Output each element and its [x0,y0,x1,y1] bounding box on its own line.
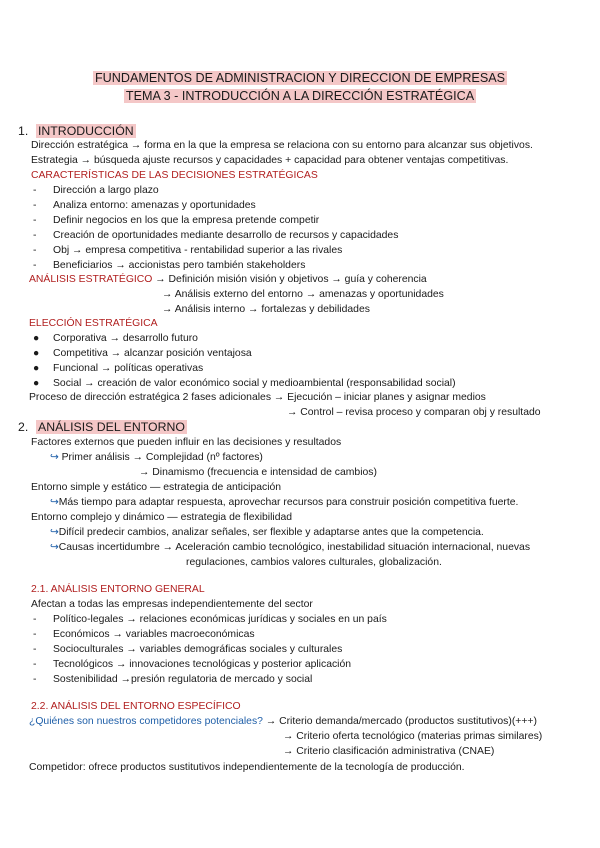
bullet-item: ● Corporativa → desarrollo futuro [33,333,198,344]
list-item: - Político-legales → relaciones económicas jurídicas y sociales en un país [33,614,387,625]
sub-point: ↪Causas incertidumbre → Aceleración cambio tecnológico, inestabilidad situación internacional, nuevas [50,542,531,553]
hook-arrow-icon: ↪ [50,452,59,463]
paragraph: Entorno simple y estático — estrategia de anticipación [31,482,282,493]
criterion: → Criterio clasificación administrativa (CNAE) [283,746,495,757]
analysis-line: ↪ Primer análisis → Complejidad (nº factores) [50,452,263,463]
paragraph: Competidor: ofrece productos sustitutivos independientemente de la tecnología de producción. [29,762,465,773]
section-title: INTRODUCCIÓN [38,124,134,138]
subsection-heading: 2.1. ANÁLISIS ENTORNO GENERAL [31,584,205,595]
analisis-row-3: → Análisis interno → fortalezas y debilidades [162,304,370,315]
list-item: - Analiza entorno: amenazas y oportunidades [33,200,256,211]
doc-subtitle-line [0,88,600,104]
paragraph: → Control – revisa proceso y comparan obj y resultado [287,407,541,418]
section-title: ANÁLISIS DEL ENTORNO [38,420,185,434]
paragraph: Factores externos que pueden influir en las decisiones y resultados [31,437,342,448]
list-item: - Tecnológicos → innovaciones tecnológicas y posterior aplicación [33,659,352,670]
subheading: CARACTERÍSTICAS DE LAS DECISIONES ESTRATÉGICAS [31,170,318,181]
bullet-item: ● Competitiva → alcanzar posición ventajosa [33,348,252,359]
section-2-heading [18,420,187,434]
hook-arrow-icon: ↪ [50,497,59,508]
section-number: 2. [18,420,29,434]
bullet-item: ● Social → creación de valor económico social y medioambiental (responsabilidad social) [33,378,456,389]
sub-point: ↪Difícil predecir cambios, analizar señales, ser flexible y adaptarse antes que la competencia. [50,527,484,538]
subheading: ANÁLISIS ESTRATÉGICO [29,274,153,285]
analysis-line: → Dinamismo (frecuencia e intensidad de cambios) [139,467,377,478]
subsection-heading: 2.2. ANÁLISIS DEL ENTORNO ESPECÍFICO [31,701,241,712]
doc-title-line1 [0,70,600,86]
section-1-heading [18,124,136,138]
sub-point-continuation: regulaciones, cambios valores culturales, globalización. [186,557,442,568]
section-number: 1. [18,124,29,138]
doc-subtitle-text: TEMA 3 - INTRODUCCIÓN A LA DIRECCIÓN ESTRATÉGICA [125,89,475,103]
list-item: - Creación de oportunidades mediante desarrollo de recursos y capacidades [33,230,399,241]
subheading: ELECCIÓN ESTRATÉGICA [29,318,158,329]
list-item: - Obj → empresa competitiva - rentabilidad superior a las rivales [33,245,343,256]
list-item: - Económicos → variables macroeconómicas [33,629,255,640]
analisis-row-2: → Análisis externo del entorno → amenazas y oportunidades [162,289,444,300]
paragraph: Afectan a todas las empresas independientemente del sector [31,599,313,610]
competitors-question-row: ¿Quiénes son nuestros competidores potenciales? → Criterio demanda/mercado (productos sustitutivos)(+++) [29,716,537,727]
analisis-row-1: ANÁLISIS ESTRATÉGICO → Definición misión visión y objetivos → guía y coherencia [29,274,427,285]
bullet-item: ● Funcional → políticas operativas [33,363,204,374]
sub-point: ↪Más tiempo para adaptar respuesta, aprovechar recursos para construir posición competitiva fuerte. [50,497,519,508]
question-text: ¿Quiénes son nuestros competidores potenciales? [29,716,263,727]
paragraph: Entorno complejo y dinámico — estrategia de flexibilidad [31,512,293,523]
paragraph: Proceso de dirección estratégica 2 fases adicionales → Ejecución – iniciar planes y asignar medios [29,392,486,403]
list-item: - Sostenibilidad →presión regulatoria de mercado y social [33,674,313,685]
list-item: - Beneficiarios → accionistas pero también stakeholders [33,260,306,271]
list-item: - Dirección a largo plazo [33,185,159,196]
paragraph: Estrategia → búsqueda ajuste recursos y capacidades + capacidad para obtener ventajas competitivas. [31,155,509,166]
criterion: → Criterio oferta tecnológico (materias primas similares) [283,731,543,742]
paragraph: Dirección estratégica → forma en la que la empresa se relaciona con su entorno para alcanzar sus objetivos. [31,140,533,151]
list-item: - Definir negocios en los que la empresa pretende competir [33,215,320,226]
list-item: - Socioculturales → variables demográficas sociales y culturales [33,644,343,655]
doc-title-text: FUNDAMENTOS DE ADMINISTRACION Y DIRECCION DE EMPRESAS [94,71,506,85]
hook-arrow-icon: ↪ [50,542,59,553]
hook-arrow-icon: ↪ [50,527,59,538]
